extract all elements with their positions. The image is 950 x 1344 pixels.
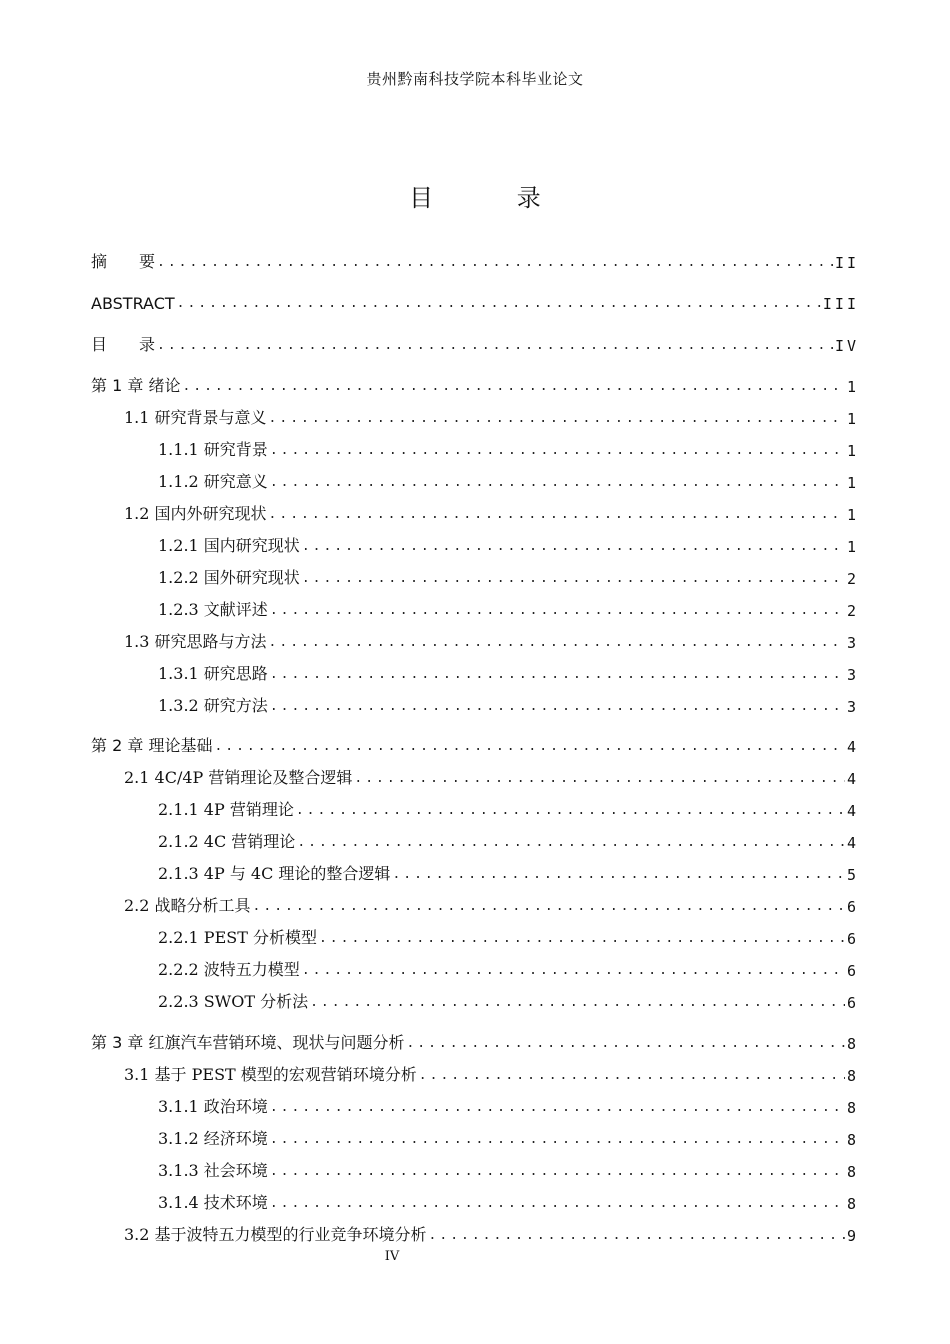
toc-leader-dots [157, 254, 833, 272]
toc-entry-page: 1 [846, 378, 859, 396]
toc-entry-title: 1.1.2 研究意义 [158, 472, 268, 491]
toc-entry[interactable] [91, 828, 859, 852]
toc-entry[interactable] [91, 404, 859, 428]
toc-leader-dots [296, 802, 845, 820]
toc-entry-page: 1 [846, 442, 859, 460]
toc-entry[interactable] [91, 1125, 859, 1149]
toc-leader-dots [270, 602, 845, 620]
toc-entry-page: 3 [846, 698, 859, 716]
toc-entry-title: 2.2.2 波特五力模型 [158, 960, 300, 979]
toc-entry-page: II [834, 254, 859, 272]
toc-entry[interactable] [91, 248, 859, 272]
toc-entry[interactable] [91, 892, 859, 916]
toc-entry[interactable] [91, 289, 859, 313]
toc-leader-dots [392, 866, 845, 884]
toc-entry-title: 1.3 研究思路与方法 [124, 632, 267, 651]
toc-entry[interactable] [91, 732, 859, 756]
toc-leader-dots [270, 698, 845, 716]
toc-entry-page: 8 [846, 1131, 859, 1149]
toc-entry-title: 2.1 4C/4P 营销理论及整合逻辑 [124, 768, 353, 787]
toc-entry-title: 1.3.1 研究思路 [158, 664, 268, 683]
toc-entry-title: 1.2.1 国内研究现状 [158, 536, 300, 555]
toc-entry-title: 1.2.3 文献评述 [158, 600, 268, 619]
toc-entry-page: 8 [846, 1067, 859, 1085]
toc-leader-dots [406, 1035, 845, 1053]
toc-entry-title: 3.1.2 经济环境 [158, 1129, 268, 1148]
toc-leader-dots [302, 570, 845, 588]
toc-entry[interactable] [91, 796, 859, 820]
toc-leader-dots [269, 410, 845, 428]
toc-leader-dots [269, 634, 845, 652]
toc-entry-page: 1 [846, 410, 859, 428]
toc-entry-title: 2.2 战略分析工具 [124, 896, 251, 915]
toc-entry[interactable] [91, 860, 859, 884]
toc-entry-page: 4 [846, 834, 859, 852]
toc-entry-page: 1 [846, 474, 859, 492]
toc-entry-page: 4 [846, 770, 859, 788]
toc-entry-page: 1 [846, 506, 859, 524]
toc-entry[interactable] [91, 331, 859, 355]
toc-entry-title: 2.1.2 4C 营销理论 [158, 832, 296, 851]
toc-entry[interactable] [91, 1093, 859, 1117]
toc-entry[interactable] [91, 692, 859, 716]
toc-entry-title: 摘 要 [91, 252, 156, 271]
toc-entry[interactable] [91, 372, 859, 396]
toc-entry[interactable] [91, 660, 859, 684]
toc-entry-page: 4 [846, 738, 859, 756]
toc-entry[interactable] [91, 468, 859, 492]
toc-entry-page: 6 [846, 994, 859, 1012]
toc-entry-title: 2.1.3 4P 与 4C 理论的整合逻辑 [158, 864, 391, 883]
toc-entry-page: 8 [846, 1099, 859, 1117]
toc-entry-page: IV [834, 337, 859, 355]
toc-leader-dots [269, 506, 845, 524]
toc-entry[interactable] [91, 1157, 859, 1181]
toc-entry-page: 8 [846, 1195, 859, 1213]
toc-entry-title: 第 1 章 绪论 [91, 376, 181, 395]
toc-entry-title: 3.1.4 技术环境 [158, 1193, 268, 1212]
toc-entry-page: 9 [846, 1227, 859, 1245]
page-number: IV [384, 1249, 400, 1264]
toc-entry-title: 1.1 研究背景与意义 [124, 408, 267, 427]
toc-entry-title: 2.1.1 4P 营销理论 [158, 800, 294, 819]
toc-entry-page: 6 [846, 930, 859, 948]
toc-entry-title: ABSTRACT [91, 294, 175, 313]
toc-entry-page: 6 [846, 898, 859, 916]
toc-leader-dots [419, 1067, 845, 1085]
toc-leader-dots [157, 337, 833, 355]
toc-leader-dots [270, 1195, 845, 1213]
toc-leader-dots [429, 1227, 845, 1245]
page-title: 目 录 [409, 184, 579, 212]
toc-leader-dots [214, 738, 845, 756]
toc-leader-dots [354, 770, 845, 788]
toc-leader-dots [270, 1163, 845, 1181]
toc-entry[interactable] [91, 988, 859, 1012]
toc-entry[interactable] [91, 532, 859, 556]
toc-entry-title: 2.2.1 PEST 分析模型 [158, 928, 317, 947]
toc-entry-title: 1.1.1 研究背景 [158, 440, 268, 459]
toc-entry-page: III [822, 295, 859, 313]
toc-entry[interactable] [91, 436, 859, 460]
toc-entry[interactable] [91, 628, 859, 652]
toc-entry-title: 1.3.2 研究方法 [158, 696, 268, 715]
toc-leader-dots [319, 930, 845, 948]
toc-entry-page: 8 [846, 1163, 859, 1181]
toc-entry[interactable] [91, 1029, 859, 1053]
toc-entry-title: 1.2 国内外研究现状 [124, 504, 267, 523]
toc-entry[interactable] [91, 764, 859, 788]
toc-entry[interactable] [91, 956, 859, 980]
toc-entry[interactable] [91, 1189, 859, 1213]
toc-entry-page: 5 [846, 866, 859, 884]
toc-entry-page: 1 [846, 538, 859, 556]
toc-entry-title: 3.1.3 社会环境 [158, 1161, 268, 1180]
toc-entry[interactable] [91, 1221, 859, 1245]
toc-entry-page: 2 [846, 570, 859, 588]
toc-entry-title: 1.2.2 国外研究现状 [158, 568, 300, 587]
toc-entry-page: 6 [846, 962, 859, 980]
toc-entry[interactable] [91, 1061, 859, 1085]
toc-entry-page: 4 [846, 802, 859, 820]
toc-entry-title: 3.1.1 政治环境 [158, 1097, 268, 1116]
toc-leader-dots [270, 1131, 845, 1149]
toc-entry-title: 第 3 章 红旗汽车营销环境、现状与问题分析 [91, 1033, 405, 1052]
toc-leader-dots [270, 474, 845, 492]
toc-entry[interactable] [91, 596, 859, 620]
toc-entry[interactable] [91, 564, 859, 588]
toc-entry-title: 3.1 基于 PEST 模型的宏观营销环境分析 [124, 1065, 417, 1084]
toc-leader-dots [270, 442, 845, 460]
toc-entry-title: 2.2.3 SWOT 分析法 [158, 992, 309, 1011]
toc-entry-title: 第 2 章 理论基础 [91, 736, 213, 755]
toc-leader-dots [182, 378, 845, 396]
toc-entry-title: 目 录 [91, 335, 156, 354]
toc-leader-dots [302, 962, 845, 980]
toc-entry-title: 3.2 基于波特五力模型的行业竞争环境分析 [124, 1225, 427, 1244]
toc-entry-page: 3 [846, 666, 859, 684]
toc-leader-dots [177, 295, 821, 313]
toc-entry-page: 2 [846, 602, 859, 620]
toc-entry[interactable] [91, 500, 859, 524]
toc-entry[interactable] [91, 924, 859, 948]
toc-entry-page: 8 [846, 1035, 859, 1053]
toc-leader-dots [270, 1099, 845, 1117]
toc-leader-dots [302, 538, 845, 556]
toc-leader-dots [297, 834, 845, 852]
page-header: 贵州黔南科技学院本科毕业论文 [366, 70, 584, 88]
toc-entry-page: 3 [846, 634, 859, 652]
toc-leader-dots [253, 898, 845, 916]
toc-leader-dots [310, 994, 845, 1012]
toc-leader-dots [270, 666, 845, 684]
